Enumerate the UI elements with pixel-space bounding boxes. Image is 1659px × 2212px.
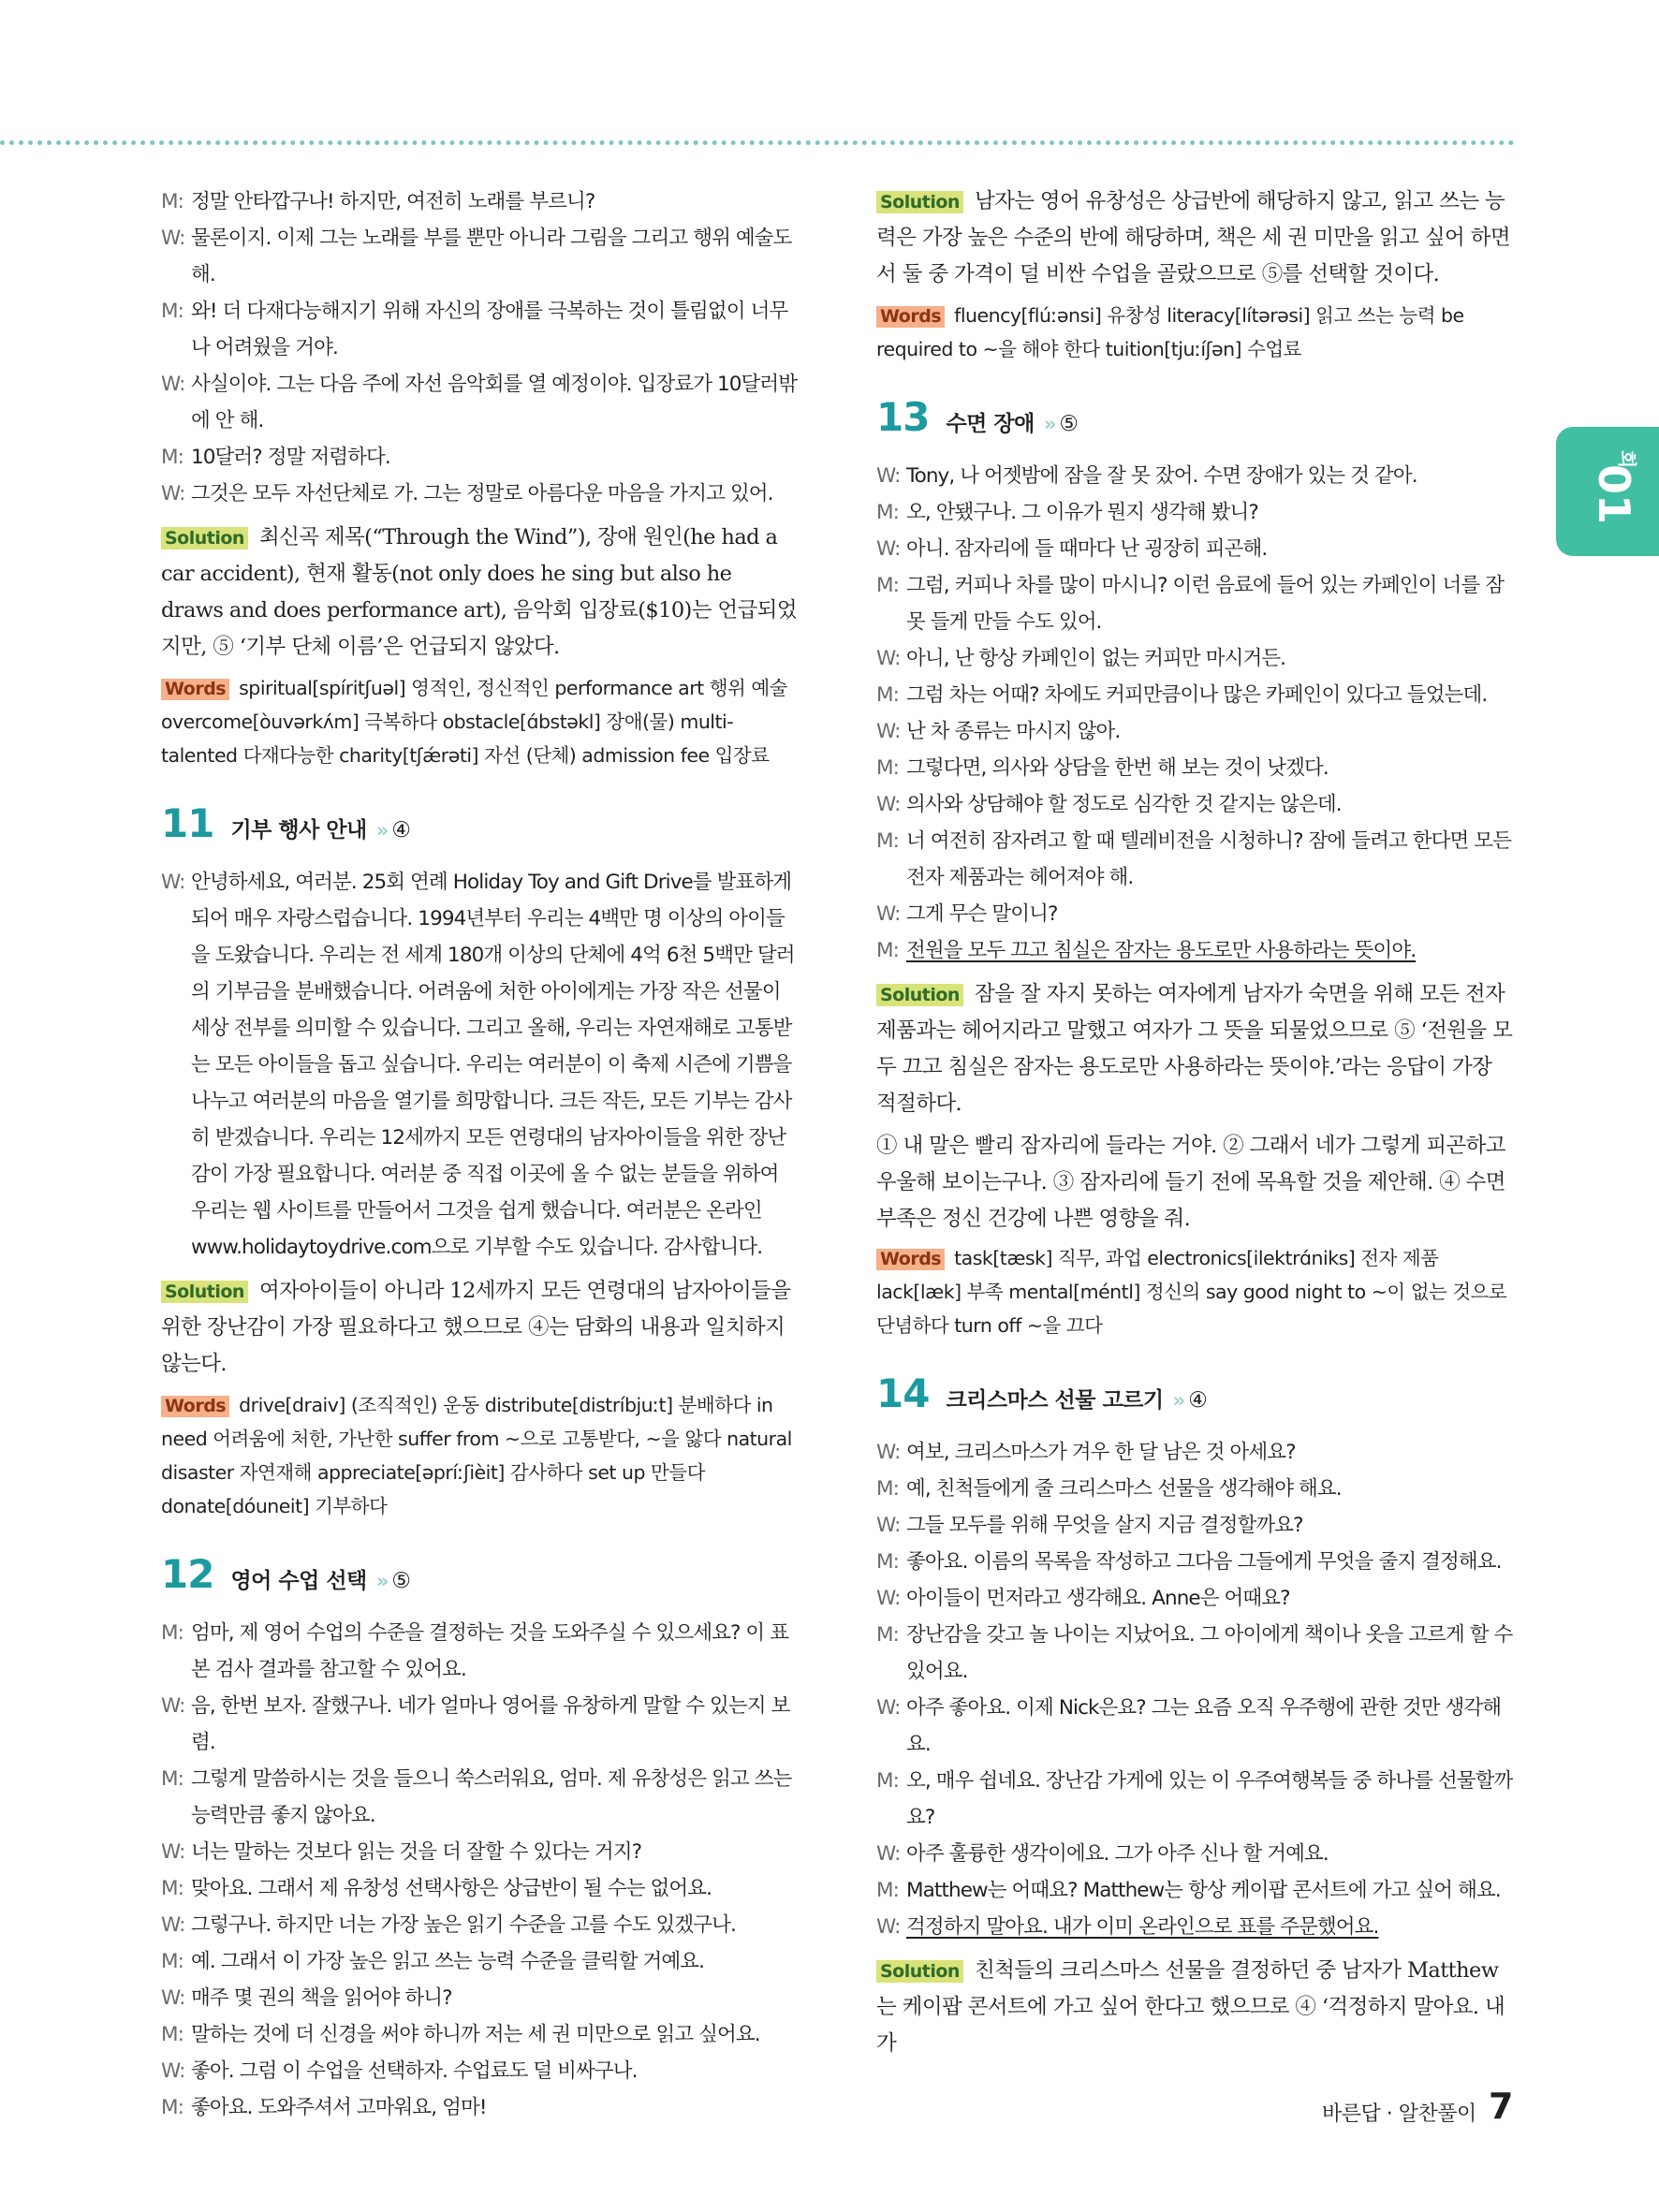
question-number: 11: [161, 800, 214, 846]
chevron-right-icon: »: [1172, 1389, 1183, 1412]
dialogue-text: 오, 매우 쉽네요. 장난감 가게에 있는 이 우주여행복들 중 하나를 선물할까요?: [906, 1769, 1513, 1829]
q10-dialogue: [161, 183, 800, 512]
question-answer: ⑤: [1059, 412, 1079, 436]
dialogue-line: [876, 531, 1513, 567]
dialogue-line: [161, 864, 800, 1266]
dialogue-line: [876, 567, 1513, 640]
speaker-label: W:: [876, 1587, 901, 1610]
q11-header: [161, 800, 800, 846]
speaker-label: W:: [161, 1986, 185, 2010]
solution-text: 잠을 잘 자지 못하는 여자에게 남자가 숙면을 위해 모든 전자 제품과는 헤어지라고 말했고 여자가 그 뜻을 되물었으므로 ⑤ ‘전원을 모두 끄고 침실은 잠자는 용도로만 사용하라는 뜻이야.’라는 응답이 가장 적절하다.: [876, 982, 1513, 1116]
dialogue-line: [876, 750, 1513, 786]
speaker-label: W:: [876, 537, 901, 561]
dialogue-line: [876, 896, 1513, 932]
dialogue-line: [161, 476, 800, 512]
dialogue-text: 너 여전히 잠자려고 할 때 텔레비전을 시청하니? 잠에 들려고 한다면 모든 전자 제품과는 헤어져야 해.: [906, 829, 1512, 889]
q14-dialogue: [876, 1434, 1513, 1945]
speaker-label: W:: [876, 1441, 901, 1464]
dialogue-text: 그게 무슨 말이니?: [906, 902, 1058, 926]
dialogue-line: [876, 1763, 1513, 1836]
left-column: [161, 183, 800, 2126]
question-title: 영어 수업 선택: [230, 1569, 367, 1593]
speaker-label: W:: [876, 647, 901, 670]
dialogue-text: 안녕하세요, 여러분. 25회 연례 Holiday Toy and Gift Drive를 발표하게 되어 매우 자랑스럽습니다. 1994년부터 우리는 4백만 명 이상의 아이들을 도왔습니다. 우리는 전 세계 180개 이상의 단체에 4억 6천 5백만 달러의 기부금을 분배했습니다. 어려움에 처한 아이에게는 가장 작은 선물이 세상 전부를 의미할 수 있습니다. 그리고 올해, 우리는 자연재해로 고통받는 모든 아이들을 돕고 싶습니다. 우리는 여러분이 이 축제 시즌에 기쁨을 나누고 여러분의 마음을 열기를 희망합니다. 크든 작든, 모든 기부는 감사히 받겠습니다. 우리는 12세까지 모든 연령대의 남자아이들을 위한 장난감이 가장 필요합니다. 여러분 중 직접 이곳에 올 수 없는 분들을 위하여 우리는 웹 사이트를 만들어서 그것을 쉽게 했습니다. 여러분은 온라인 www.holidaytoydrive.com으로 기부할 수도 있습니다. 감사합니다.: [191, 871, 795, 1259]
dialogue-text: 오, 안됐구나. 그 이유가 뭔지 생각해 봤니?: [906, 501, 1258, 524]
speaker-label: M:: [161, 2096, 184, 2119]
question-number: 12: [161, 1551, 214, 1597]
dialogue-line: [161, 2089, 800, 2126]
dialogue-line: [876, 1434, 1513, 1471]
dialogue-text: 그럼 차는 어때? 차에도 커피만큼이나 많은 카페인이 있다고 들었는데.: [906, 683, 1488, 707]
dialogue-line: [876, 1471, 1513, 1507]
dialogue-text: 아니. 잠자리에 들 때마다 난 굉장히 피곤해.: [906, 537, 1268, 561]
dialogue-text: 좋아. 그럼 이 수업을 선택하자. 수업료도 덜 비싸구나.: [191, 2059, 638, 2083]
dialogue-text: 아주 좋아요. 이제 Nick은요? 그는 요즘 오직 우주행에 관한 것만 생각해요.: [906, 1696, 1502, 1756]
speaker-label: W:: [876, 1842, 901, 1866]
words-text: spiritual[spíritʃuəl] 영적인, 정신적인 performance art 행위 예술 overcome[òuvərkʌ́m] 극복하다 obstacle[ɑ́bstəkl] 장애(물) multi-talented 다재다능한 charity[tʃǽrəti] 자선 (단체) admission fee 입장료: [161, 677, 787, 767]
speaker-label: W:: [161, 227, 185, 250]
dialogue-line: [161, 1943, 800, 1980]
dialogue-line: [161, 1615, 800, 1688]
solution-tag: Solution: [161, 1281, 248, 1303]
speaker-label: M:: [161, 1621, 184, 1645]
dialogue-line: [876, 932, 1513, 969]
dialogue-line: [161, 1870, 800, 1907]
dialogue-line: [161, 1980, 800, 2016]
words-text: task[tæsk] 직무, 과업 electronics[ilektrɑ́niks] 전자 제품 lack[læk] 부족 mental[méntl] 정신의 say good night to ~이 없는 것으로 단념하다 turn off ~을 끄다: [876, 1247, 1507, 1337]
dialogue-text: 사실이야. 그는 다음 주에 자선 음악회를 열 예정이야. 입장료가 10달러밖 에 안 해.: [191, 373, 798, 432]
dialogue-text: Tony, 나 어젯밤에 잠을 잘 못 잤어. 수면 장애가 있는 것 같아.: [906, 464, 1417, 488]
speaker-label: M:: [876, 1550, 899, 1574]
dialogue-line: [876, 677, 1513, 713]
dialogue-text: 그렇구나. 하지만 너는 가장 높은 읽기 수준을 고를 수도 있겠구나.: [191, 1913, 736, 1937]
dialogue-line: [876, 823, 1513, 896]
speaker-label: W:: [161, 1840, 185, 1864]
dialogue-line: [161, 1834, 800, 1870]
words-tag: Words: [161, 1396, 229, 1417]
words-text: drive[draiv] (조직적인) 운동 distribute[distríbjuːt] 분배하다 in need 어려움에 처한, 가난한 suffer from ~으로 고통받다, ~을 앓다 natural disaster 자연재해 appreciate[əpríːʃièit] 감사하다 set up 만들다 donate[dóuneit] 기부하다: [161, 1394, 792, 1517]
dialogue-text: 아니, 난 항상 카페인이 없는 커피만 마시거든.: [906, 647, 1286, 670]
speaker-label: M:: [161, 1877, 184, 1900]
solution-tag: Solution: [876, 191, 963, 213]
speaker-label: M:: [161, 2023, 184, 2046]
speaker-label: M:: [876, 1477, 899, 1501]
dialogue-text: 와! 더 다재다능해지기 위해 자신의 장애를 극복하는 것이 틀림없이 너무 나 어려웠을 거야.: [191, 300, 788, 359]
dialogue-line: [876, 494, 1513, 531]
speaker-label: M:: [876, 1879, 899, 1902]
dialogue-line: [876, 1690, 1513, 1763]
dialogue-line: [876, 1617, 1513, 1690]
dialogue-text: 아주 훌륭한 생각이에요. 그가 아주 신나 할 거예요.: [906, 1842, 1329, 1866]
dialogue-line: [161, 1907, 800, 1943]
dialogue-line: [876, 1507, 1513, 1544]
question-answer: ④: [391, 818, 411, 842]
q13-words: [876, 1241, 1513, 1342]
dialogue-text: 음, 한번 보자. 잘했구나. 네가 얼마나 영어를 유창하게 말할 수 있는지 보렴.: [191, 1694, 790, 1754]
speaker-label: W:: [876, 793, 901, 816]
speaker-label: M:: [161, 1767, 184, 1791]
q13-solution: [876, 976, 1513, 1122]
dialogue-text: 그렇게 말씀하시는 것을 들으니 쑥스러워요, 엄마. 제 유창성은 읽고 쓰는 능력만큼 좋지 않아요.: [191, 1767, 792, 1827]
dialogue-text: 아이들이 먼저라고 생각해요. Anne은 어때요?: [906, 1587, 1290, 1610]
question-number: 13: [876, 394, 930, 440]
dialogue-line: [876, 458, 1513, 494]
solution-text: 최신곡 제목(“Through the Wind”), 장애 원인(he had a car accident), 현재 활동(not only does he sing but also he draws and does performance art), 음악회 입장료($10)는 언급되었지만, ⑤ ‘기부 단체 이름’은 언급되지 않았다.: [161, 525, 797, 659]
q12-dialogue: [161, 1615, 800, 2126]
q10-solution: [161, 520, 800, 666]
dialogue-line: [876, 713, 1513, 750]
speaker-label: W:: [876, 464, 901, 488]
dialogue-text: 너는 말하는 것보다 읽는 것을 더 잘할 수 있다는 거지?: [191, 1840, 642, 1864]
speaker-label: W:: [876, 1915, 901, 1939]
dialogue-text: 걱정하지 말아요. 내가 이미 온라인으로 표를 주문했어요.: [906, 1915, 1379, 1939]
dialogue-line: [161, 293, 800, 366]
dialogue-line: [876, 640, 1513, 677]
dialogue-line: [161, 2053, 800, 2089]
dialogue-text: 예. 그래서 이 가장 높은 읽고 쓰는 능력 수준을 클릭할 거예요.: [191, 1950, 705, 1973]
speaker-label: W:: [876, 1514, 901, 1537]
dialogue-text: 예, 친척들에게 줄 크리스마스 선물을 생각해야 해요.: [906, 1477, 1342, 1501]
chevron-right-icon: »: [1043, 413, 1054, 435]
dialogue-line: [876, 1909, 1513, 1945]
book-title: 바른답 · 알찬풀이: [1322, 2102, 1476, 2126]
dialogue-line: [876, 1580, 1513, 1617]
q13-header: [876, 394, 1513, 440]
q14-solution: [876, 1953, 1513, 2062]
dialogue-text: 말하는 것에 더 신경을 써야 하니까 저는 세 권 미만으로 읽고 싶어요.: [191, 2023, 760, 2046]
words-tag: Words: [161, 679, 229, 700]
dialogue-text: 10달러? 정말 저렴하다.: [191, 446, 390, 469]
q12-solution: [876, 183, 1513, 293]
dialogue-text: 매주 몇 권의 책을 읽어야 하니?: [191, 1986, 452, 2010]
speaker-label: M:: [876, 683, 899, 707]
dialogue-text: 정말 안타깝구나! 하지만, 여전히 노래를 부르니?: [191, 190, 595, 213]
round-unit: 회: [1616, 449, 1639, 469]
dialogue-text: 좋아요. 도와주셔서 고마워요, 엄마!: [191, 2096, 487, 2119]
dialogue-line: [876, 1872, 1513, 1909]
q13-options: ① 내 말은 빨리 잠자리에 들라는 거야. ② 그래서 네가 그렇게 피곤하고 우울해 보이는구나. ③ 잠자리에 들기 전에 목욕할 것을 제안해. ④ 수면 부족은 정신 건강에 나쁜 영향을 줘.: [876, 1134, 1505, 1231]
speaker-label: W:: [876, 720, 901, 743]
speaker-label: M:: [876, 939, 899, 962]
question-answer: ⑤: [391, 1569, 411, 1593]
speaker-label: M:: [876, 756, 899, 780]
speaker-label: M:: [161, 1950, 184, 1973]
speaker-label: M:: [876, 1769, 899, 1793]
dialogue-text: 장난감을 갖고 놀 나이는 지났어요. 그 아이에게 책이나 옷을 고르게 할 수 있어요.: [906, 1623, 1513, 1683]
q10-words: [161, 671, 800, 772]
words-text: fluency[flúːənsi] 유창성 literacy[lítərəsi] 읽고 쓰는 능력 be required to ~을 해야 한다 tuition[tjuːíʃən] 수업료: [876, 304, 1464, 360]
round-number: 01: [1589, 464, 1639, 525]
speaker-label: W:: [161, 482, 185, 505]
solution-tag: Solution: [161, 527, 248, 549]
dialogue-text: 전원을 모두 끄고 침실은 잠자는 용도로만 사용하라는 뜻이야.: [906, 939, 1417, 962]
speaker-label: W:: [876, 1696, 901, 1720]
speaker-label: W:: [161, 1913, 185, 1937]
q12-words: [876, 299, 1513, 366]
q13-dialogue: [876, 458, 1513, 969]
dialogue-line: [161, 366, 800, 439]
solution-text: 여자아이들이 아니라 12세까지 모든 연령대의 남자아이들을 위한 장난감이 가장 필요하다고 했으므로 ④는 담화의 내용과 일치하지 않는다.: [161, 1279, 791, 1376]
dialogue-text: 엄마, 제 영어 수업의 수준을 결정하는 것을 도와주실 수 있으세요? 이 표본 검사 결과를 참고할 수 있어요.: [191, 1621, 789, 1681]
solution-text: 친척들의 크리스마스 선물을 결정하던 중 남자가 Matthew는 케이팝 콘서트에 가고 싶어 한다고 했으므로 ④ ‘걱정하지 말아요. 내가: [876, 1958, 1505, 2056]
q11-dialogue: [161, 864, 800, 1266]
words-tag: Words: [876, 306, 945, 328]
solution-tag: Solution: [876, 1960, 963, 1983]
dialogue-text: 의사와 상담해야 할 정도로 심각한 것 같지는 않은데.: [906, 793, 1342, 816]
question-title: 크리스마스 선물 고르기: [946, 1388, 1164, 1413]
question-title: 기부 행사 안내: [230, 818, 367, 842]
question-number: 14: [876, 1370, 930, 1416]
q11-words: [161, 1388, 800, 1523]
speaker-label: M:: [876, 829, 899, 853]
dialogue-text: 좋아요. 이름의 목록을 작성하고 그다음 그들에게 무엇을 줄지 결정해요.: [906, 1550, 1502, 1574]
solution-text: 남자는 영어 유창성은 상급반에 해당하지 않고, 읽고 쓰는 능력은 가장 높은 수준의 반에 해당하며, 책은 세 권 미만을 읽고 싶어 하면서 둘 중 가격이 덜 비싼 수업을 골랐으므로 ⑤를 선택할 것이다.: [876, 189, 1510, 286]
dialogue-text: Matthew는 어때요? Matthew는 항상 케이팝 콘서트에 가고 싶어 해요.: [906, 1879, 1501, 1902]
speaker-label: M:: [161, 300, 184, 323]
question-answer: ④: [1188, 1388, 1208, 1413]
speaker-label: M:: [876, 574, 899, 597]
page-number: 7: [1489, 2086, 1514, 2127]
dialogue-text: 맞아요. 그래서 제 유창성 선택사항은 상급반이 될 수는 없어요.: [191, 1877, 712, 1900]
chevron-right-icon: »: [375, 1570, 387, 1592]
right-column: [876, 183, 1513, 2068]
chevron-right-icon: »: [375, 819, 387, 842]
q14-header: [876, 1370, 1513, 1416]
dialogue-text: 여보, 크리스마스가 겨우 한 달 남은 것 아세요?: [906, 1441, 1296, 1464]
dialogue-line: [161, 1688, 800, 1761]
speaker-label: W:: [161, 373, 185, 396]
dialogue-line: [161, 183, 800, 220]
dialogue-line: [161, 439, 800, 476]
speaker-label: M:: [161, 190, 184, 213]
speaker-label: W:: [876, 902, 901, 926]
speaker-label: W:: [161, 871, 185, 894]
dialogue-text: 난 차 종류는 마시지 않아.: [906, 720, 1121, 743]
header-dotted-divider: [0, 140, 1515, 145]
speaker-label: M:: [876, 1623, 899, 1647]
words-tag: Words: [876, 1249, 945, 1270]
q11-solution: [161, 1273, 800, 1383]
dialogue-text: 그럼, 커피나 차를 많이 마시니? 이런 음료에 들어 있는 카페인이 너를 잠 못 들게 만들 수도 있어.: [906, 574, 1505, 634]
speaker-label: M:: [876, 501, 899, 524]
dialogue-line: [876, 1544, 1513, 1580]
speaker-label: W:: [161, 1694, 185, 1718]
dialogue-text: 그것은 모두 자선단체로 가. 그는 정말로 아름다운 마음을 가지고 있어.: [191, 482, 773, 505]
dialogue-line: [161, 2016, 800, 2053]
dialogue-line: [161, 220, 800, 293]
speaker-label: M:: [161, 446, 184, 469]
dialogue-line: [876, 1836, 1513, 1872]
question-title: 수면 장애: [946, 412, 1035, 436]
dialogue-text: 물론이지. 이제 그는 노래를 부를 뿐만 아니라 그림을 그리고 행위 예술도 해.: [191, 227, 792, 286]
dialogue-text: 그렇다면, 의사와 상담을 한번 해 보는 것이 낫겠다.: [906, 756, 1329, 780]
dialogue-text: 그들 모두를 위해 무엇을 살지 지금 결정할까요?: [906, 1514, 1303, 1537]
solution-tag: Solution: [876, 984, 963, 1006]
q12-header: [161, 1551, 800, 1597]
dialogue-line: [876, 786, 1513, 823]
speaker-label: W:: [161, 2059, 185, 2083]
dialogue-line: [161, 1761, 800, 1834]
